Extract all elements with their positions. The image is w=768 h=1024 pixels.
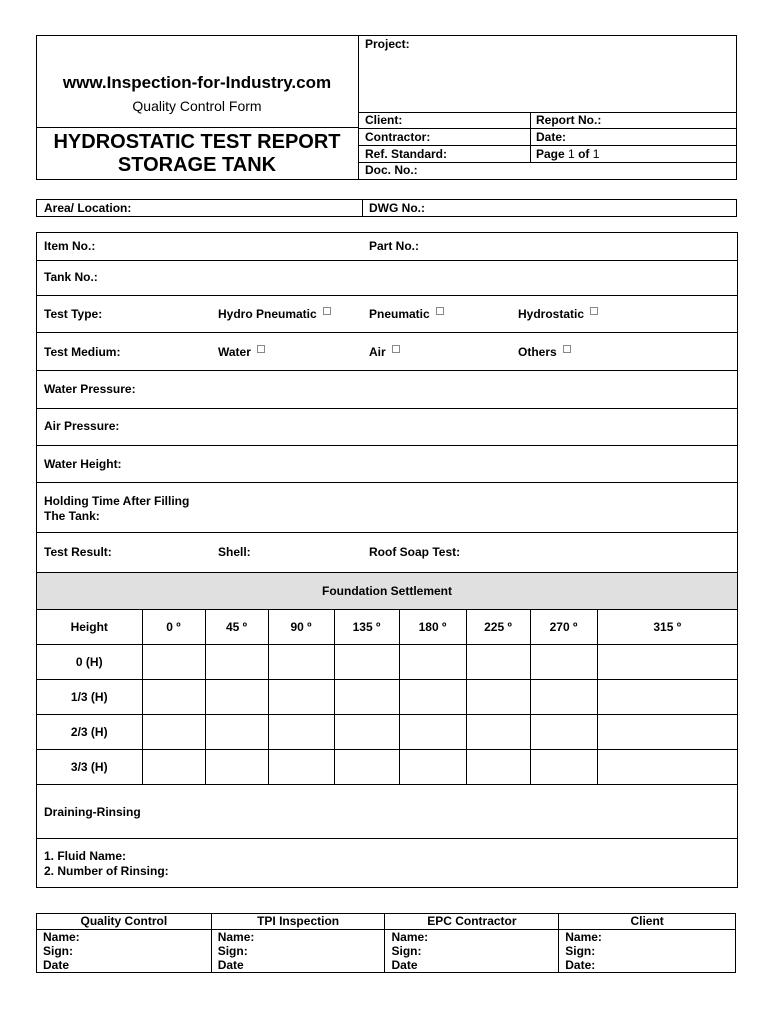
air-pressure-label: Air Pressure:: [44, 419, 120, 433]
table-cell[interactable]: [205, 715, 268, 750]
water-height-label: Water Height:: [44, 457, 122, 471]
test-result-label: Test Result:: [44, 545, 112, 559]
holding-time-label-line2: The Tank:: [44, 509, 100, 523]
contractor-label: Contractor:: [365, 130, 431, 144]
client-label: Client:: [365, 113, 403, 127]
table-row: [37, 645, 737, 680]
page-number: 1: [568, 147, 575, 161]
table-row: [37, 680, 737, 715]
foundation-settlement-title: Foundation Settlement: [322, 584, 452, 598]
table-cell[interactable]: [268, 680, 334, 715]
sig-title-quality-control: Quality Control: [37, 914, 212, 930]
doc-no-label: Doc. No.:: [365, 163, 418, 177]
sig-block-client[interactable]: [559, 930, 736, 973]
item-no-label: Item No.:: [44, 239, 96, 253]
tank-no-label: Tank No.:: [44, 270, 98, 284]
table-cell[interactable]: [142, 680, 205, 715]
table-cell[interactable]: [399, 645, 466, 680]
ref-standard-label: Ref. Standard:: [365, 147, 448, 161]
table-cell[interactable]: [268, 645, 334, 680]
table-cell[interactable]: [597, 715, 737, 750]
signature-table: [36, 913, 736, 973]
table-cell[interactable]: [334, 715, 399, 750]
main-form-box: [36, 232, 738, 888]
sig-name-label: Name:: [43, 930, 80, 944]
settlement-table: [37, 609, 737, 785]
table-cell[interactable]: [205, 645, 268, 680]
hydrostatic-checkbox[interactable]: [590, 307, 598, 315]
shell-label: Shell:: [218, 545, 251, 559]
sig-date-label: Date: [391, 958, 418, 972]
report-title-line2: STORAGE TANK: [117, 154, 277, 176]
report-title-line1: HYDROSTATIC TEST REPORT: [53, 131, 341, 153]
page-label: Page: [536, 147, 565, 161]
table-cell[interactable]: [142, 750, 205, 785]
pneumatic-option[interactable]: [369, 307, 444, 321]
sig-sign-label: Sign:: [43, 944, 73, 958]
col-header-135: 135 º: [334, 610, 399, 645]
col-header-180: 180 º: [399, 610, 466, 645]
holding-time-label-line1: Holding Time After Filling: [44, 494, 190, 508]
sig-title-client: Client: [559, 914, 736, 930]
col-header-0: 0 º: [142, 610, 205, 645]
col-header-height: Height: [37, 610, 142, 645]
form-subtitle: Quality Control Form: [132, 98, 262, 114]
col-header-315: 315 º: [597, 610, 737, 645]
sig-sign-label: Sign:: [217, 944, 248, 958]
draining-rinsing-title: Draining-Rinsing: [44, 805, 141, 819]
sig-sign-label: Sign:: [391, 944, 422, 958]
pneumatic-label: Pneumatic: [369, 307, 430, 321]
water-option[interactable]: [218, 345, 265, 359]
table-cell[interactable]: [268, 715, 334, 750]
table-cell[interactable]: [334, 750, 399, 785]
col-header-90: 90 º: [268, 610, 334, 645]
number-of-rinsing-label: 2. Number of Rinsing:: [44, 864, 169, 878]
table-cell[interactable]: [530, 645, 597, 680]
sig-name-label: Name:: [217, 930, 255, 944]
test-type-label: Test Type:: [44, 307, 103, 321]
signature-header-row: [37, 914, 736, 930]
page-indicator: [536, 147, 599, 161]
row-label-0h: 0 (H): [37, 645, 142, 680]
test-medium-label: Test Medium:: [44, 345, 121, 359]
table-cell[interactable]: [597, 680, 737, 715]
table-cell[interactable]: [597, 750, 737, 785]
table-cell[interactable]: [466, 645, 530, 680]
row-label-1-3h: 1/3 (H): [37, 680, 142, 715]
col-header-225: 225 º: [466, 610, 530, 645]
sig-name-label: Name:: [391, 930, 429, 944]
hydro-pneumatic-label: Hydro Pneumatic: [218, 307, 317, 321]
sig-block-tpi-inspection[interactable]: [211, 930, 385, 973]
project-label: Project:: [365, 37, 410, 51]
hydrostatic-option[interactable]: [518, 307, 598, 321]
water-checkbox[interactable]: [257, 345, 265, 353]
table-cell[interactable]: [399, 680, 466, 715]
website-title: www.Inspection-for-Industry.com: [62, 73, 332, 92]
report-no-label: Report No.:: [536, 113, 602, 127]
settlement-header-row: [37, 610, 737, 645]
others-checkbox[interactable]: [563, 345, 571, 353]
table-cell[interactable]: [334, 645, 399, 680]
table-cell[interactable]: [205, 680, 268, 715]
signature-body-row: [37, 930, 736, 973]
others-option[interactable]: [518, 345, 571, 359]
hydro-pneumatic-checkbox[interactable]: [323, 307, 331, 315]
row-label-2-3h: 2/3 (H): [37, 715, 142, 750]
table-row: [37, 715, 737, 750]
page-of: of: [578, 147, 590, 161]
sig-date-label: Date: [217, 958, 244, 972]
table-cell[interactable]: [142, 715, 205, 750]
table-cell[interactable]: [399, 750, 466, 785]
hydro-pneumatic-option[interactable]: [218, 307, 331, 321]
others-label: Others: [518, 345, 557, 359]
table-cell[interactable]: [334, 680, 399, 715]
table-cell[interactable]: [466, 715, 530, 750]
sig-name-label: Name:: [565, 930, 602, 944]
col-header-270: 270 º: [530, 610, 597, 645]
fluid-name-label: 1. Fluid Name:: [44, 849, 127, 863]
table-cell[interactable]: [530, 750, 597, 785]
water-label: Water: [218, 345, 251, 359]
sig-title-tpi-inspection: TPI Inspection: [211, 914, 385, 930]
table-cell[interactable]: [466, 750, 530, 785]
air-checkbox[interactable]: [392, 345, 400, 353]
table-cell[interactable]: [268, 750, 334, 785]
table-row: [37, 750, 737, 785]
row-label-3-3h: 3/3 (H): [37, 750, 142, 785]
sig-date-label: Date:: [565, 958, 596, 972]
dwg-no-label: DWG No.:: [369, 201, 425, 215]
page-total: 1: [592, 147, 600, 161]
sig-title-epc-contractor: EPC Contractor: [385, 914, 559, 930]
col-header-45: 45 º: [205, 610, 268, 645]
sig-block-quality-control[interactable]: [37, 930, 212, 973]
water-pressure-label: Water Pressure:: [44, 382, 136, 396]
table-cell[interactable]: [399, 715, 466, 750]
table-cell[interactable]: [466, 680, 530, 715]
area-location-label: Area/ Location:: [44, 201, 132, 215]
table-cell[interactable]: [205, 750, 268, 785]
table-cell[interactable]: [597, 645, 737, 680]
roof-soap-test-label: Roof Soap Test:: [369, 545, 461, 559]
air-label: Air: [369, 345, 386, 359]
table-cell[interactable]: [530, 680, 597, 715]
air-option[interactable]: [369, 345, 400, 359]
part-no-label: Part No.:: [369, 239, 420, 253]
sig-sign-label: Sign:: [565, 944, 596, 958]
table-cell[interactable]: [142, 645, 205, 680]
table-cell[interactable]: [530, 715, 597, 750]
sig-block-epc-contractor[interactable]: [385, 930, 559, 973]
pneumatic-checkbox[interactable]: [436, 307, 444, 315]
date-label: Date:: [536, 130, 567, 144]
sig-date-label: Date: [43, 958, 70, 972]
hydrostatic-label: Hydrostatic: [518, 307, 585, 321]
